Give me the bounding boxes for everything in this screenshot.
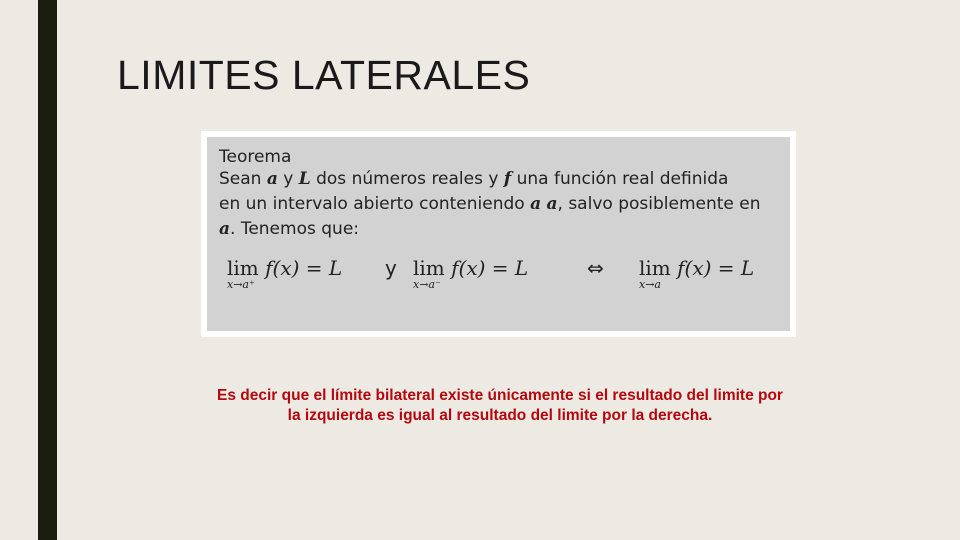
theorem-box xyxy=(207,137,790,331)
middle-limit-expression: f(x) = L xyxy=(451,256,529,280)
lim-operator-left: lim x→a⁺ xyxy=(227,256,259,291)
right-limit xyxy=(639,256,755,291)
left-limit-subscript: x→a⁺ xyxy=(227,278,255,291)
explanation-line-1: Es decir que el límite bilateral existe únicamente si el resultado del limite por xyxy=(217,387,783,404)
theorem-line-3: a. Tenemos que: xyxy=(219,219,360,239)
iff-symbol: ⇔ xyxy=(587,256,604,280)
connector-y: y xyxy=(385,256,397,280)
slide-title: LIMITES LATERALES xyxy=(117,52,531,98)
lim-operator-middle: lim x→a⁻ xyxy=(413,256,445,291)
right-limit-subscript: x→a xyxy=(639,278,661,291)
right-limit-expression: f(x) = L xyxy=(677,256,755,280)
explanation-note xyxy=(160,386,840,426)
lim-operator-right: lim x→a xyxy=(639,256,671,291)
side-accent-bar xyxy=(38,0,57,540)
left-limit xyxy=(227,256,343,291)
left-limit-expression: f(x) = L xyxy=(265,256,343,280)
theorem-heading: Teorema xyxy=(219,147,292,167)
theorem-line-1: Sean a y L dos números reales y f una función real definida xyxy=(219,169,729,189)
theorem-formula xyxy=(219,256,780,316)
middle-limit xyxy=(413,256,529,291)
theorem-image-frame xyxy=(201,131,796,337)
middle-limit-subscript: x→a⁻ xyxy=(413,278,441,291)
theorem-line-2: en un intervalo abierto conteniendo a a, salvo posiblemente en xyxy=(219,194,761,214)
explanation-line-2: la izquierda es igual al resultado del limite por la derecha. xyxy=(287,407,713,424)
